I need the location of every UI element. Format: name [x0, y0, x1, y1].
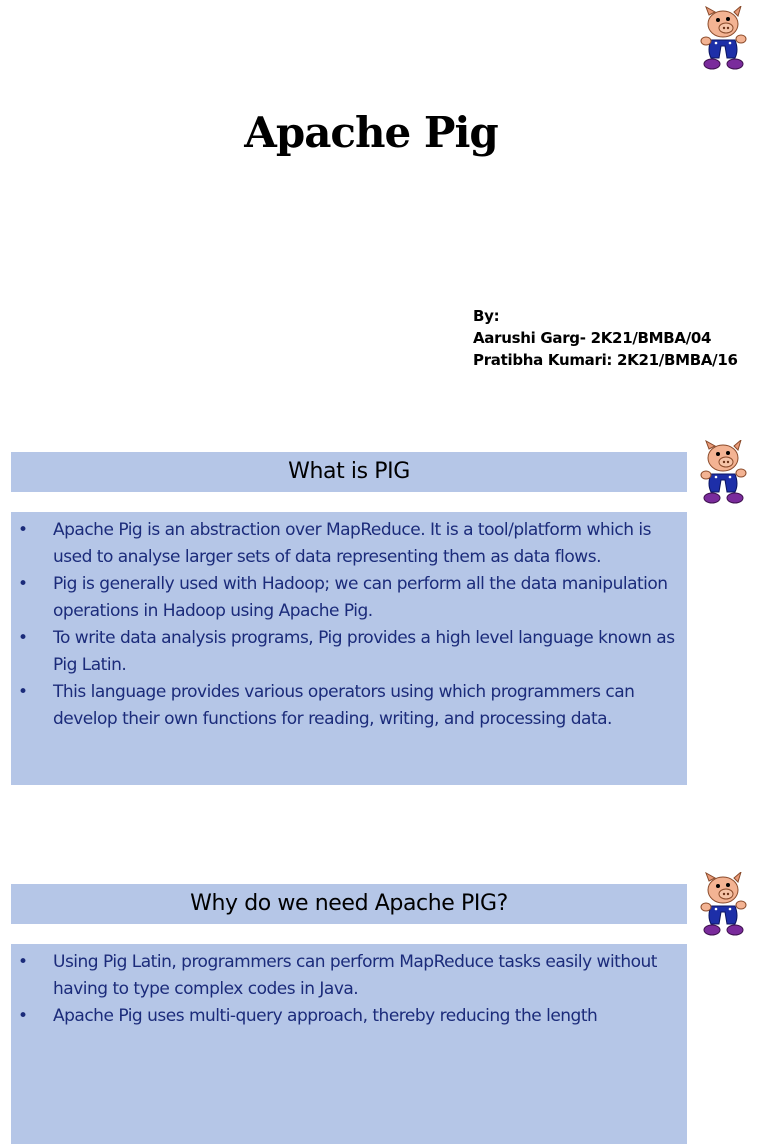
list-item	[18, 679, 681, 733]
author-line: Pratibha Kumari: 2K21/BMBA/16	[473, 351, 738, 369]
bullet-text: Using Pig Latin, programmers can perform MapReduce tasks easily without having to type complex codes in Java.	[53, 952, 657, 999]
slide-title: What is PIG	[11, 452, 687, 492]
bullet-marker: •	[18, 952, 28, 972]
bullet-marker: •	[18, 520, 28, 540]
slide-title: Why do we need Apache PIG?	[11, 884, 687, 924]
bullet-marker: •	[18, 628, 28, 648]
authors-block	[473, 305, 738, 371]
what-is-pig-slide	[0, 432, 768, 832]
bullet-text: Apache Pig uses multi-query approach, thereby reducing the length	[53, 1006, 598, 1026]
bullet-list-box	[11, 512, 687, 785]
list-item	[18, 949, 681, 1003]
pig-mascot-icon	[697, 440, 749, 506]
bullet-text: Pig is generally used with Hadoop; we can perform all the data manipulation operations in Hadoop using Apache Pig.	[53, 574, 668, 621]
list-item	[18, 571, 681, 625]
bullet-list-box	[11, 944, 687, 1144]
bullet-text: This language provides various operators using which programmers can develop their own functions for reading, writing, and processing data.	[53, 682, 635, 729]
pig-mascot-icon	[697, 6, 749, 72]
bullet-list	[11, 512, 687, 733]
pig-mascot-icon	[697, 872, 749, 938]
bullet-marker: •	[18, 682, 28, 702]
author-line: Aarushi Garg- 2K21/BMBA/04	[473, 329, 712, 347]
bullet-marker: •	[18, 1006, 28, 1026]
byline-label: By:	[473, 307, 500, 325]
page-title: Apache Pig	[244, 108, 498, 157]
why-apache-pig-slide	[0, 866, 768, 1066]
list-item	[18, 625, 681, 679]
title-slide	[0, 0, 768, 412]
bullet-text: Apache Pig is an abstraction over MapReduce. It is a tool/platform which is used to analyse larger sets of data representing them as data flows.	[53, 520, 651, 567]
list-item	[18, 517, 681, 571]
list-item	[18, 1003, 681, 1030]
bullet-text: To write data analysis programs, Pig provides a high level language known as Pig Latin.	[53, 628, 675, 675]
bullet-marker: •	[18, 574, 28, 594]
bullet-list	[11, 944, 687, 1030]
